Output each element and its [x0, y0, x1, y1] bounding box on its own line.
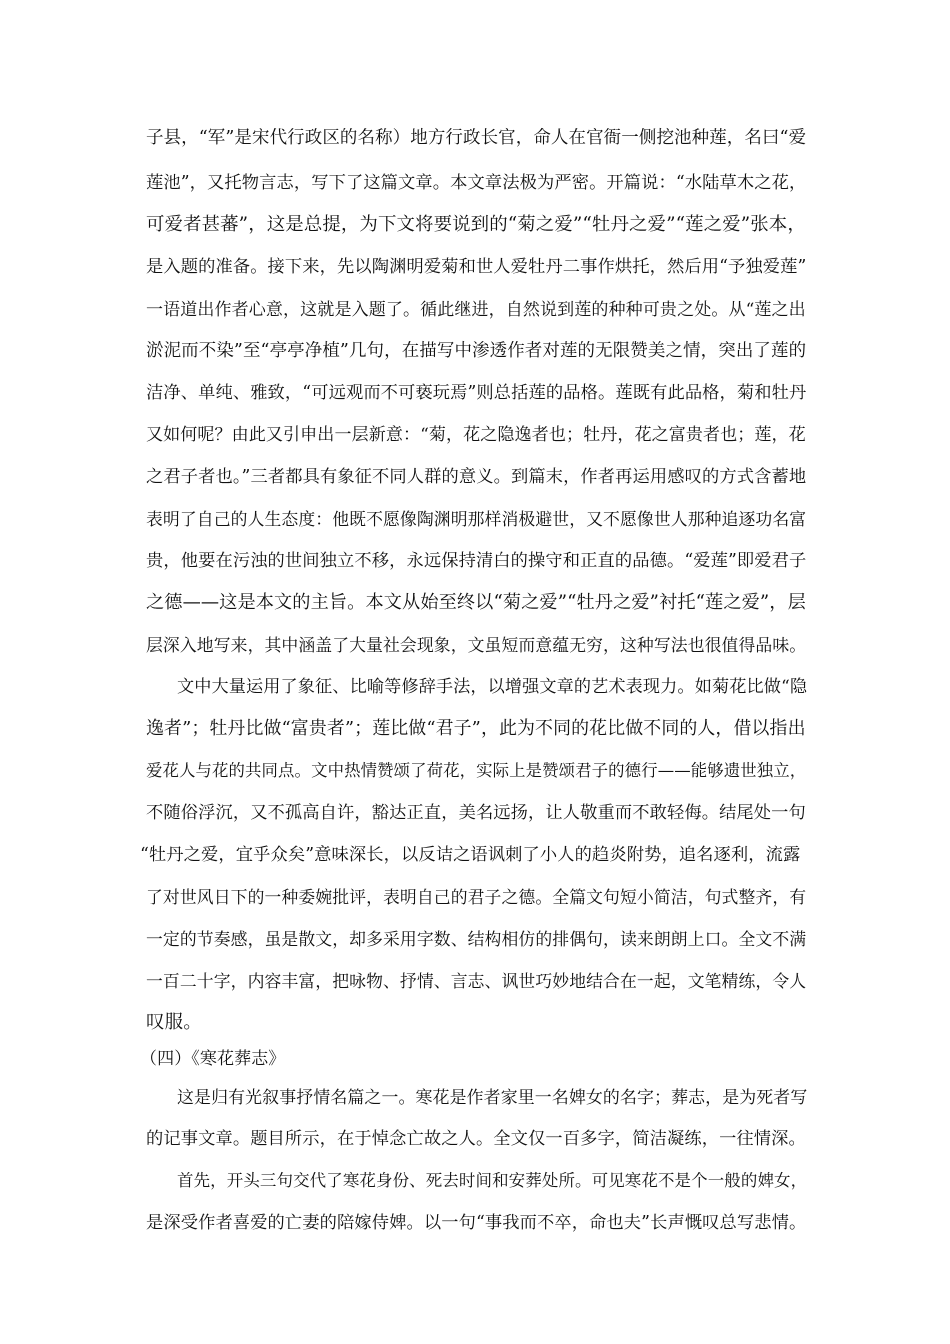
text-line: 一语道出作者心意，这就是入题了。循此继进，自然说到莲的种种可贵之处。从“莲之出 [146, 300, 806, 320]
text-line: 之君子者也。”三者都具有象征不同人群的意义。到篇末，作者再运用感叹的方式含蓄地 [146, 467, 807, 487]
text-line: 可爱者甚蕃”，这是总提，为下文将要说到的“菊之爱”“牡丹之爱”“莲之爱”张本， [146, 214, 806, 235]
text-line: 淤泥而不染”至“亭亭净植”几句，在描写中渗透作者对莲的无限赞美之情，突出了莲的 [146, 341, 807, 361]
text-line: 莲池”，又托物言志，写下了这篇文章。本文章法极为严密。开篇说：“水陆草木之花， [146, 173, 807, 193]
text-line: 一定的节奏感，虽是散文，却多采用字数、结构相仿的排偶句，读来朗朗上口。全文不满 [146, 929, 807, 949]
text-line: 爱花人与花的共同点。文中热情赞颂了荷花，实际上是赞颂君子的德行——能够遗世独立， [146, 761, 807, 780]
text-line: 贵，他要在污浊的世间独立不移，永远保持清白的操守和正直的品德。“爱莲”即爱君子 [146, 551, 807, 571]
text-line: 的记事文章。题目所示，在于悼念亡故之人。全文仅一百多字，简洁凝练，一往情深。 [146, 1129, 806, 1149]
text-line: 表明了自己的人生态度：他既不愿像陶渊明那样消极避世，又不愿像世人那种追逐功名富 [146, 509, 807, 529]
text-line: 首先，开头三句交代了寒花身份、死去时间和安葬处所。可见寒花不是个一般的婢女， [177, 1171, 808, 1190]
text-line: 不随俗浮沉，又不孤高自许，豁达正直，美名远扬，让人敬重而不敢轻侮。结尾处一句 [146, 803, 806, 823]
text-line: 层深入地写来，其中涵盖了大量社会现象，文虽短而意蕴无穷，这种写法也很值得品味。 [146, 635, 807, 655]
text-line: 文中大量运用了象征、比喻等修辞手法，以增强文章的艺术表现力。如菊花比做“隐 [177, 677, 808, 697]
text-line: 又如何呢？由此又引申出一层新意：“菊，花之隐逸者也；牡丹，花之富贵者也；莲，花 [146, 425, 806, 445]
text-line: “牡丹之爱，宜乎众矣”意味深长，以反诘之语讽刺了小人的趋炎附势，追名逐利，流露 [140, 845, 801, 865]
text-line: 是入题的准备。接下来，先以陶渊明爱菊和世人爱牡丹二事作烘托，然后用“予独爱莲” [146, 257, 807, 277]
text-line: 一百二十字，内容丰富，把咏物、抒情、言志、讽世巧妙地结合在一起，文笔精练，令人 [146, 971, 807, 991]
text-line: 子县，“军”是宋代行政区的名称）地方行政长官，命人在官衙一侧挖池种莲，名曰“爱 [146, 128, 807, 148]
text-line: 是深受作者喜爱的亡妻的陪嫁侍婢。以一句“事我而不卒，命也夫”长声慨叹总写悲情。 [146, 1213, 807, 1233]
text-line: 逸者”；牡丹比做“富贵者”；莲比做“君子”，此为不同的花比做不同的人，借以指出 [146, 718, 806, 739]
text-line: 洁净、单纯、雅致，“可远观而不可亵玩焉”则总括莲的品格。莲既有此品格，菊和牡丹 [146, 383, 807, 403]
text-line: 叹服。 [146, 1012, 202, 1033]
text-line: 这是归有光叙事抒情名篇之一。寒花是作者家里一名婢女的名字；葬志，是为死者写 [177, 1087, 808, 1107]
text-line: 了对世风日下的一种委婉批评，表明自己的君子之德。全篇文句短小简洁，句式整齐，有 [146, 887, 807, 907]
section-heading: （四）《寒花葬志》 [140, 1049, 286, 1069]
text-line: 之德——这是本文的主旨。本文从始至终以“菊之爱”“牡丹之爱”衬托“莲之爱”，层 [146, 592, 806, 613]
